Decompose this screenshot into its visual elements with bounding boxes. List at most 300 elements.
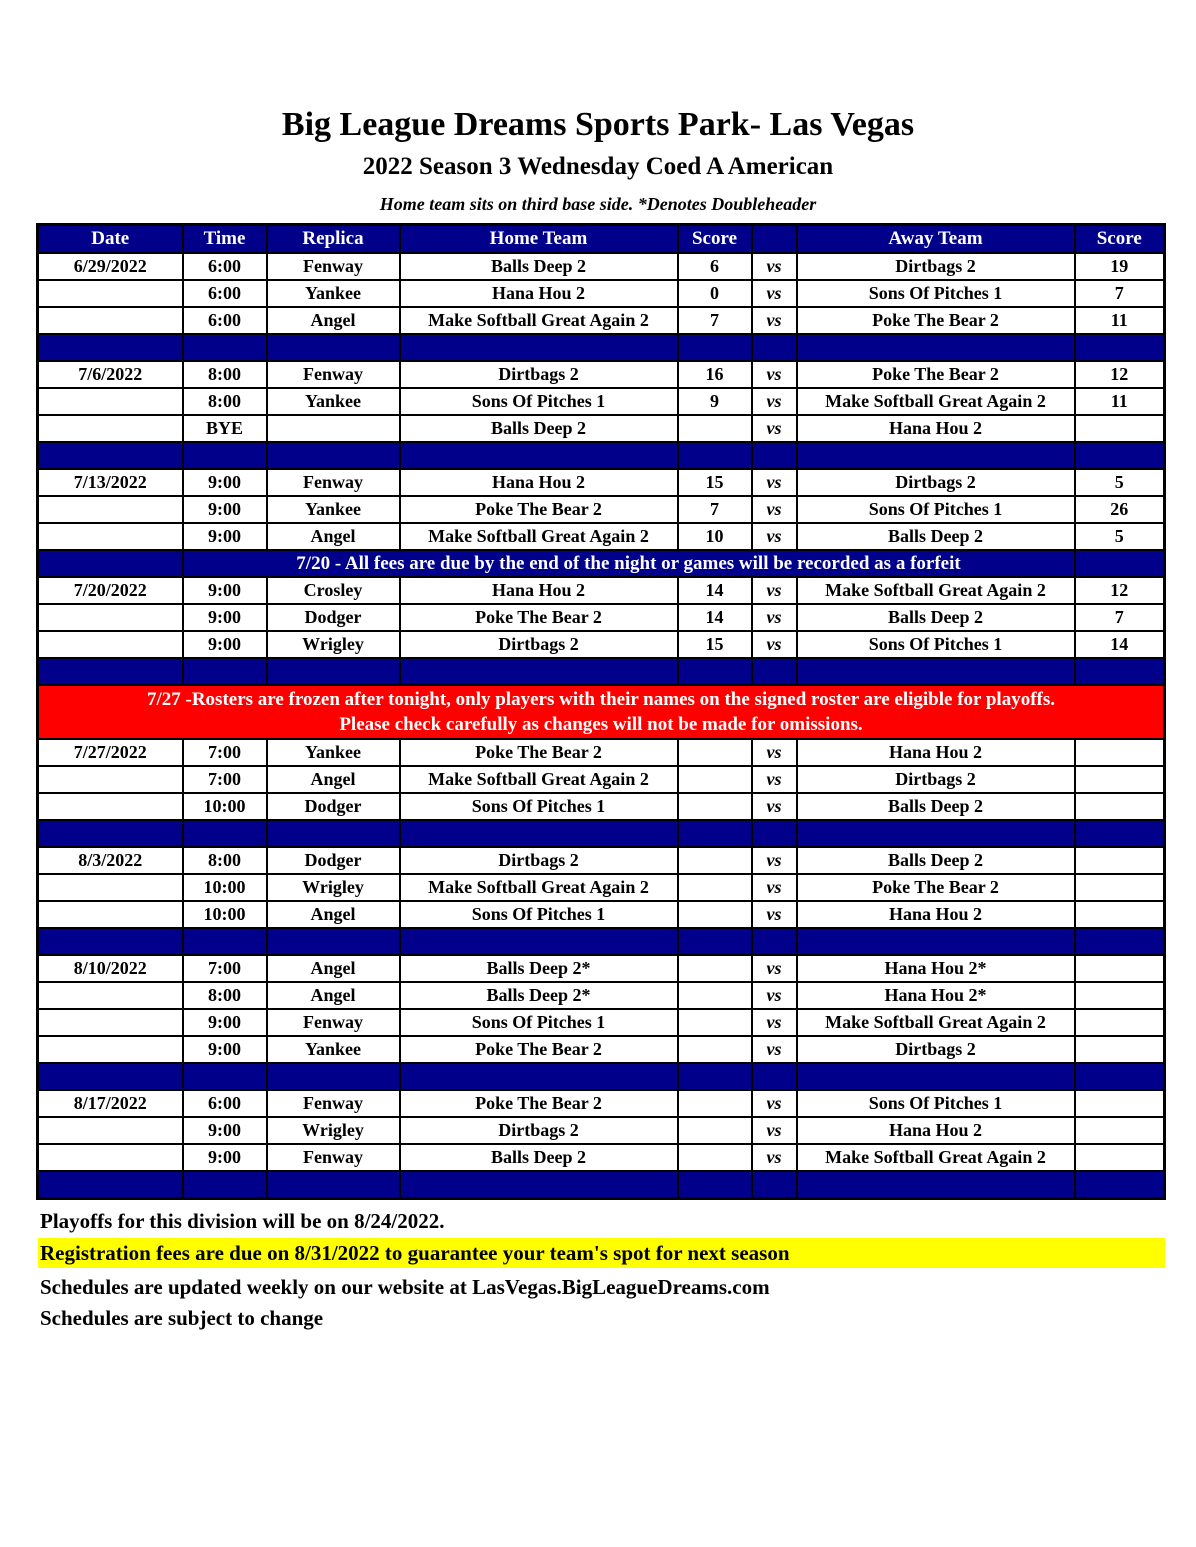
col-header-away-score: Score [1075, 225, 1165, 254]
away-score-cell [1075, 793, 1165, 820]
time-cell: 6:00 [183, 280, 267, 307]
home-team-cell: Dirtbags 2 [400, 1117, 678, 1144]
away-score-cell: 5 [1075, 469, 1165, 496]
separator-cell [678, 658, 752, 685]
away-score-cell: 11 [1075, 388, 1165, 415]
time-cell: 9:00 [183, 469, 267, 496]
date-cell: 6/29/2022 [38, 253, 183, 280]
vs-label-cell: vs [752, 1144, 797, 1171]
page-title: Big League Dreams Sports Park- Las Vegas [281, 106, 915, 143]
vs-label-cell: vs [752, 631, 797, 658]
separator-cell [183, 1063, 267, 1090]
col-header-vs [752, 225, 797, 254]
col-header-replica: Replica [267, 225, 400, 254]
separator-cell [678, 928, 752, 955]
date-cell [38, 1009, 183, 1036]
away-score-cell: 11 [1075, 307, 1165, 334]
replica-cell: Wrigley [267, 874, 400, 901]
vs-label-cell: vs [752, 415, 797, 442]
date-cell [38, 1117, 183, 1144]
separator-cell [400, 334, 678, 361]
away-team-cell: Dirtbags 2 [797, 469, 1075, 496]
replica-cell: Angel [267, 955, 400, 982]
home-score-cell: 10 [678, 523, 752, 550]
replica-cell: Yankee [267, 496, 400, 523]
replica-cell: Angel [267, 766, 400, 793]
home-team-cell: Poke The Bear 2 [400, 739, 678, 766]
home-score-cell: 16 [678, 361, 752, 388]
time-cell: 6:00 [183, 1090, 267, 1117]
separator-row [38, 928, 1165, 955]
time-cell: 9:00 [183, 1036, 267, 1063]
game-row [38, 361, 1165, 388]
vs-label-cell: vs [752, 1117, 797, 1144]
home-score-cell [678, 847, 752, 874]
date-cell: 8/3/2022 [38, 847, 183, 874]
separator-cell [267, 658, 400, 685]
vs-label-cell: vs [752, 1036, 797, 1063]
home-team-cell: Poke The Bear 2 [400, 1090, 678, 1117]
vs-label-cell: vs [752, 955, 797, 982]
separator-cell [38, 820, 183, 847]
separator-cell [183, 1171, 267, 1199]
home-team-cell: Dirtbags 2 [400, 631, 678, 658]
game-row [38, 280, 1165, 307]
away-score-cell: 26 [1075, 496, 1165, 523]
vs-label-cell: vs [752, 847, 797, 874]
away-score-cell [1075, 1117, 1165, 1144]
header-row [38, 225, 1165, 254]
home-team-cell: Balls Deep 2 [400, 253, 678, 280]
separator-cell [400, 1171, 678, 1199]
vs-label-cell: vs [752, 793, 797, 820]
vs-label-cell: vs [752, 253, 797, 280]
footer-registration-note: Registration fees are due on 8/31/2022 to guarantee your team's spot for next season [38, 1238, 1165, 1268]
away-team-cell: Balls Deep 2 [797, 604, 1075, 631]
away-team-cell: Balls Deep 2 [797, 793, 1075, 820]
time-cell: 6:00 [183, 253, 267, 280]
separator-cell [400, 658, 678, 685]
separator-cell [267, 928, 400, 955]
home-score-cell [678, 766, 752, 793]
time-cell: 9:00 [183, 604, 267, 631]
home-team-cell: Poke The Bear 2 [400, 604, 678, 631]
date-cell [38, 388, 183, 415]
away-score-cell [1075, 1036, 1165, 1063]
home-score-cell [678, 874, 752, 901]
away-team-cell: Poke The Bear 2 [797, 361, 1075, 388]
separator-cell [797, 334, 1075, 361]
replica-cell: Angel [267, 901, 400, 928]
footer-notes [38, 1207, 1165, 1332]
roster-notice-line: Please check carefully as changes will not be made for omissions. [339, 714, 863, 735]
replica-cell: Yankee [267, 1036, 400, 1063]
date-cell: 8/10/2022 [38, 955, 183, 982]
separator-cell [678, 334, 752, 361]
date-cell [38, 631, 183, 658]
separator-cell [183, 820, 267, 847]
schedule-header [38, 225, 1165, 254]
separator-cell [400, 442, 678, 469]
separator-cell [752, 820, 797, 847]
home-team-cell: Dirtbags 2 [400, 361, 678, 388]
away-team-cell: Hana Hou 2 [797, 739, 1075, 766]
away-team-cell: Hana Hou 2 [797, 901, 1075, 928]
roster-notice-row [38, 685, 1165, 739]
home-score-cell [678, 1144, 752, 1171]
away-score-cell: 19 [1075, 253, 1165, 280]
away-score-cell [1075, 955, 1165, 982]
col-header-time: Time [183, 225, 267, 254]
vs-label-cell: vs [752, 982, 797, 1009]
time-cell: 6:00 [183, 307, 267, 334]
separator-cell [752, 928, 797, 955]
separator-cell [678, 820, 752, 847]
home-score-cell [678, 955, 752, 982]
vs-label-cell: vs [752, 388, 797, 415]
time-cell: 8:00 [183, 388, 267, 415]
separator-cell [38, 1171, 183, 1199]
time-cell: BYE [183, 415, 267, 442]
date-cell [38, 901, 183, 928]
vs-label-cell: vs [752, 280, 797, 307]
home-team-cell: Hana Hou 2 [400, 469, 678, 496]
separator-row [38, 442, 1165, 469]
away-score-cell [1075, 901, 1165, 928]
separator-cell [267, 820, 400, 847]
separator-cell [797, 820, 1075, 847]
separator-cell [267, 442, 400, 469]
away-team-cell: Sons Of Pitches 1 [797, 496, 1075, 523]
home-score-cell [678, 1009, 752, 1036]
separator-cell [752, 658, 797, 685]
home-team-cell: Poke The Bear 2 [400, 1036, 678, 1063]
away-score-cell [1075, 1090, 1165, 1117]
separator-cell [38, 1063, 183, 1090]
replica-cell: Fenway [267, 1144, 400, 1171]
time-cell: 10:00 [183, 793, 267, 820]
game-row [38, 1036, 1165, 1063]
home-score-cell: 7 [678, 307, 752, 334]
separator-cell [400, 820, 678, 847]
vs-label-cell: vs [752, 307, 797, 334]
away-score-cell: 7 [1075, 604, 1165, 631]
home-team-cell: Poke The Bear 2 [400, 496, 678, 523]
away-team-cell: Hana Hou 2 [797, 1117, 1075, 1144]
separator-cell [797, 1171, 1075, 1199]
replica-cell: Yankee [267, 739, 400, 766]
away-team-cell: Hana Hou 2 [797, 415, 1075, 442]
time-cell: 7:00 [183, 766, 267, 793]
replica-cell: Fenway [267, 1009, 400, 1036]
away-team-cell: Make Softball Great Again 2 [797, 577, 1075, 604]
replica-cell [267, 415, 400, 442]
home-score-cell: 14 [678, 577, 752, 604]
fees-notice-text: 7/20 - All fees are due by the end of the night or games will be recorded as a forfeit [183, 550, 1075, 577]
away-team-cell: Dirtbags 2 [797, 253, 1075, 280]
home-team-cell: Make Softball Great Again 2 [400, 523, 678, 550]
replica-cell: Crosley [267, 577, 400, 604]
time-cell: 8:00 [183, 361, 267, 388]
replica-cell: Fenway [267, 1090, 400, 1117]
time-cell: 9:00 [183, 631, 267, 658]
date-cell [38, 874, 183, 901]
away-team-cell: Make Softball Great Again 2 [797, 1009, 1075, 1036]
time-cell: 9:00 [183, 496, 267, 523]
vs-label-cell: vs [752, 874, 797, 901]
replica-cell: Fenway [267, 253, 400, 280]
separator-row [38, 1171, 1165, 1199]
separator-cell [38, 334, 183, 361]
replica-cell: Dodger [267, 604, 400, 631]
away-team-cell: Hana Hou 2* [797, 955, 1075, 982]
separator-row [38, 334, 1165, 361]
separator-cell [400, 928, 678, 955]
roster-notice-line: 7/27 -Rosters are frozen after tonight, only players with their names on the signed roster are eligible for playoffs. [146, 689, 1056, 710]
date-cell [38, 415, 183, 442]
separator-cell [1075, 658, 1165, 685]
separator-cell [400, 1063, 678, 1090]
vs-label-cell: vs [752, 469, 797, 496]
bye-row [38, 415, 1165, 442]
time-cell: 8:00 [183, 982, 267, 1009]
home-team-cell: Sons Of Pitches 1 [400, 901, 678, 928]
away-team-cell: Sons Of Pitches 1 [797, 1090, 1075, 1117]
home-team-cell: Balls Deep 2 [400, 415, 678, 442]
separator-cell [752, 334, 797, 361]
home-score-cell: 6 [678, 253, 752, 280]
time-cell: 9:00 [183, 1144, 267, 1171]
away-score-cell [1075, 982, 1165, 1009]
date-cell [38, 523, 183, 550]
separator-row [38, 658, 1165, 685]
separator-cell [1075, 442, 1165, 469]
separator-row [38, 820, 1165, 847]
game-row [38, 604, 1165, 631]
home-score-cell: 15 [678, 631, 752, 658]
separator-cell [797, 928, 1075, 955]
away-team-cell: Sons Of Pitches 1 [797, 631, 1075, 658]
date-cell [38, 604, 183, 631]
separator-cell [267, 334, 400, 361]
replica-cell: Angel [267, 523, 400, 550]
away-team-cell: Dirtbags 2 [797, 766, 1075, 793]
vs-label-cell: vs [752, 361, 797, 388]
away-score-cell: 5 [1075, 523, 1165, 550]
game-row [38, 523, 1165, 550]
separator-cell [38, 658, 183, 685]
separator-cell [183, 928, 267, 955]
away-team-cell: Poke The Bear 2 [797, 874, 1075, 901]
away-team-cell: Balls Deep 2 [797, 523, 1075, 550]
col-header-home-team: Home Team [400, 225, 678, 254]
home-score-cell [678, 982, 752, 1009]
replica-cell: Dodger [267, 847, 400, 874]
date-cell [38, 496, 183, 523]
home-team-cell: Make Softball Great Again 2 [400, 874, 678, 901]
separator-cell [1075, 820, 1165, 847]
separator-cell [678, 442, 752, 469]
separator-cell [752, 1063, 797, 1090]
home-team-cell: Balls Deep 2 [400, 1144, 678, 1171]
away-score-cell [1075, 766, 1165, 793]
fees-notice-row [38, 550, 1165, 577]
home-score-cell [678, 739, 752, 766]
home-team-cell: Balls Deep 2* [400, 955, 678, 982]
game-row [38, 469, 1165, 496]
time-cell: 9:00 [183, 1009, 267, 1036]
footer-website-note: Schedules are updated weekly on our website at LasVegas.BigLeagueDreams.com [40, 1275, 770, 1299]
separator-cell [1075, 1171, 1165, 1199]
separator-cell [752, 1171, 797, 1199]
date-cell: 8/17/2022 [38, 1090, 183, 1117]
vs-label-cell: vs [752, 766, 797, 793]
away-team-cell: Balls Deep 2 [797, 847, 1075, 874]
home-score-cell [678, 1117, 752, 1144]
away-score-cell: 14 [1075, 631, 1165, 658]
notice-right-cell [1075, 550, 1165, 577]
home-team-cell: Make Softball Great Again 2 [400, 307, 678, 334]
away-team-cell: Poke The Bear 2 [797, 307, 1075, 334]
away-team-cell: Hana Hou 2* [797, 982, 1075, 1009]
separator-cell [38, 928, 183, 955]
away-score-cell [1075, 739, 1165, 766]
time-cell: 9:00 [183, 1117, 267, 1144]
time-cell: 9:00 [183, 577, 267, 604]
replica-cell: Wrigley [267, 631, 400, 658]
game-row [38, 253, 1165, 280]
home-team-cell: Make Softball Great Again 2 [400, 766, 678, 793]
game-row [38, 1090, 1165, 1117]
home-team-cell: Hana Hou 2 [400, 280, 678, 307]
away-score-cell [1075, 1009, 1165, 1036]
separator-cell [752, 442, 797, 469]
notice-left-cell [38, 550, 183, 577]
col-header-date: Date [38, 225, 183, 254]
away-score-cell [1075, 1144, 1165, 1171]
away-team-cell: Sons Of Pitches 1 [797, 280, 1075, 307]
game-row [38, 982, 1165, 1009]
away-score-cell: 7 [1075, 280, 1165, 307]
home-score-cell [678, 793, 752, 820]
home-team-cell: Sons Of Pitches 1 [400, 1009, 678, 1036]
date-cell: 7/20/2022 [38, 577, 183, 604]
time-cell: 10:00 [183, 901, 267, 928]
time-cell: 10:00 [183, 874, 267, 901]
roster-notice-text [38, 685, 1165, 739]
separator-cell [267, 1171, 400, 1199]
date-cell [38, 766, 183, 793]
home-score-cell: 15 [678, 469, 752, 496]
separator-cell [183, 442, 267, 469]
game-row [38, 847, 1165, 874]
game-row [38, 1117, 1165, 1144]
date-cell [38, 307, 183, 334]
separator-cell [797, 1063, 1075, 1090]
separator-cell [38, 442, 183, 469]
game-row [38, 1009, 1165, 1036]
separator-cell [678, 1063, 752, 1090]
replica-cell: Wrigley [267, 1117, 400, 1144]
separator-cell [797, 658, 1075, 685]
away-score-cell: 12 [1075, 361, 1165, 388]
time-cell: 7:00 [183, 955, 267, 982]
home-team-cell: Sons Of Pitches 1 [400, 793, 678, 820]
home-team-cell: Hana Hou 2 [400, 577, 678, 604]
home-team-cell: Sons Of Pitches 1 [400, 388, 678, 415]
game-row [38, 496, 1165, 523]
game-row [38, 577, 1165, 604]
separator-cell [267, 1063, 400, 1090]
vs-label-cell: vs [752, 523, 797, 550]
game-row [38, 631, 1165, 658]
time-cell: 9:00 [183, 523, 267, 550]
col-header-home-score: Score [678, 225, 752, 254]
schedule-note: Home team sits on third base side. *Denotes Doubleheader [379, 194, 817, 214]
replica-cell: Angel [267, 982, 400, 1009]
vs-label-cell: vs [752, 604, 797, 631]
separator-cell [1075, 334, 1165, 361]
date-cell [38, 982, 183, 1009]
home-team-cell: Dirtbags 2 [400, 847, 678, 874]
date-cell: 7/27/2022 [38, 739, 183, 766]
away-score-cell [1075, 847, 1165, 874]
separator-cell [1075, 928, 1165, 955]
separator-cell [678, 1171, 752, 1199]
replica-cell: Yankee [267, 280, 400, 307]
vs-label-cell: vs [752, 901, 797, 928]
away-score-cell [1075, 415, 1165, 442]
date-cell: 7/13/2022 [38, 469, 183, 496]
home-score-cell: 0 [678, 280, 752, 307]
away-team-cell: Make Softball Great Again 2 [797, 1144, 1075, 1171]
game-row [38, 766, 1165, 793]
home-score-cell [678, 1036, 752, 1063]
time-cell: 8:00 [183, 847, 267, 874]
separator-cell [1075, 1063, 1165, 1090]
col-header-away-team: Away Team [797, 225, 1075, 254]
replica-cell: Angel [267, 307, 400, 334]
schedule-body [38, 253, 1165, 1199]
home-score-cell [678, 901, 752, 928]
date-cell [38, 1036, 183, 1063]
game-row [38, 955, 1165, 982]
home-score-cell: 7 [678, 496, 752, 523]
home-score-cell [678, 1090, 752, 1117]
date-cell [38, 793, 183, 820]
separator-row [38, 1063, 1165, 1090]
home-score-cell: 9 [678, 388, 752, 415]
game-row [38, 793, 1165, 820]
home-score-cell [678, 415, 752, 442]
vs-label-cell: vs [752, 577, 797, 604]
separator-cell [183, 658, 267, 685]
away-team-cell: Make Softball Great Again 2 [797, 388, 1075, 415]
game-row [38, 739, 1165, 766]
game-row [38, 901, 1165, 928]
away-score-cell [1075, 874, 1165, 901]
home-score-cell: 14 [678, 604, 752, 631]
replica-cell: Dodger [267, 793, 400, 820]
game-row [38, 388, 1165, 415]
vs-label-cell: vs [752, 739, 797, 766]
date-cell [38, 1144, 183, 1171]
footer-playoffs-note: Playoffs for this division will be on 8/24/2022. [40, 1209, 445, 1233]
vs-label-cell: vs [752, 1090, 797, 1117]
away-score-cell: 12 [1075, 577, 1165, 604]
replica-cell: Fenway [267, 361, 400, 388]
vs-label-cell: vs [752, 1009, 797, 1036]
